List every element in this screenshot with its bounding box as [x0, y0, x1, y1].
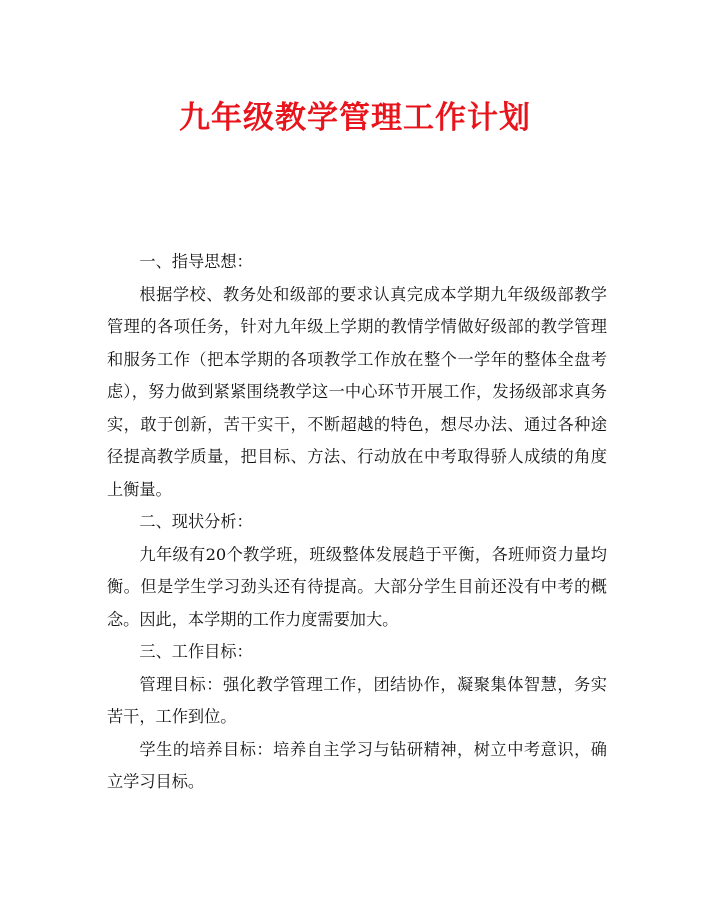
- paragraph-student-goal: 学生的培养目标：培养自主学习与钻研精神，树立中考意识，确立学习目标。: [107, 739, 607, 791]
- paragraph-guiding-ideology: 根据学校、教务处和级部的要求认真完成本学期九年级级部教学管理的各项任务，针对九年级上学期的教情学情做好级部的教学管理和服务工作（把本学期的各项教学工作放在整个一学年的整体全盘考虑），努力做到紧紧围绕教学这一中心环节开展工作，发扬级部求真务实，敢于创新，苦干实干，不断超越的特色，想尽办法、通过各种途径提高教学质量，把目标、方法、行动放在中考取得骄人成绩的角度上衡量。: [107, 284, 607, 499]
- paragraph-current-analysis: 九年级有20个教学班，班级整体发展趋于平衡，各班师资力量均衡。但是学生学习劲头还有待提高。大部分学生目前还没有中考的概念。因此，本学期的工作力度需要加大。: [107, 544, 607, 629]
- section-heading-work-goals: 三、工作目标：: [139, 642, 253, 661]
- document-body: [107, 246, 607, 799]
- section-heading-current-analysis: 二、现状分析：: [139, 512, 253, 531]
- section-heading-guiding-ideology: 一、指导思想：: [139, 252, 253, 271]
- paragraph-management-goal: 管理目标：强化教学管理工作，团结协作，凝聚集体智慧，务实苦干，工作到位。: [107, 674, 607, 726]
- document-title: 九年级教学管理工作计划: [179, 100, 531, 136]
